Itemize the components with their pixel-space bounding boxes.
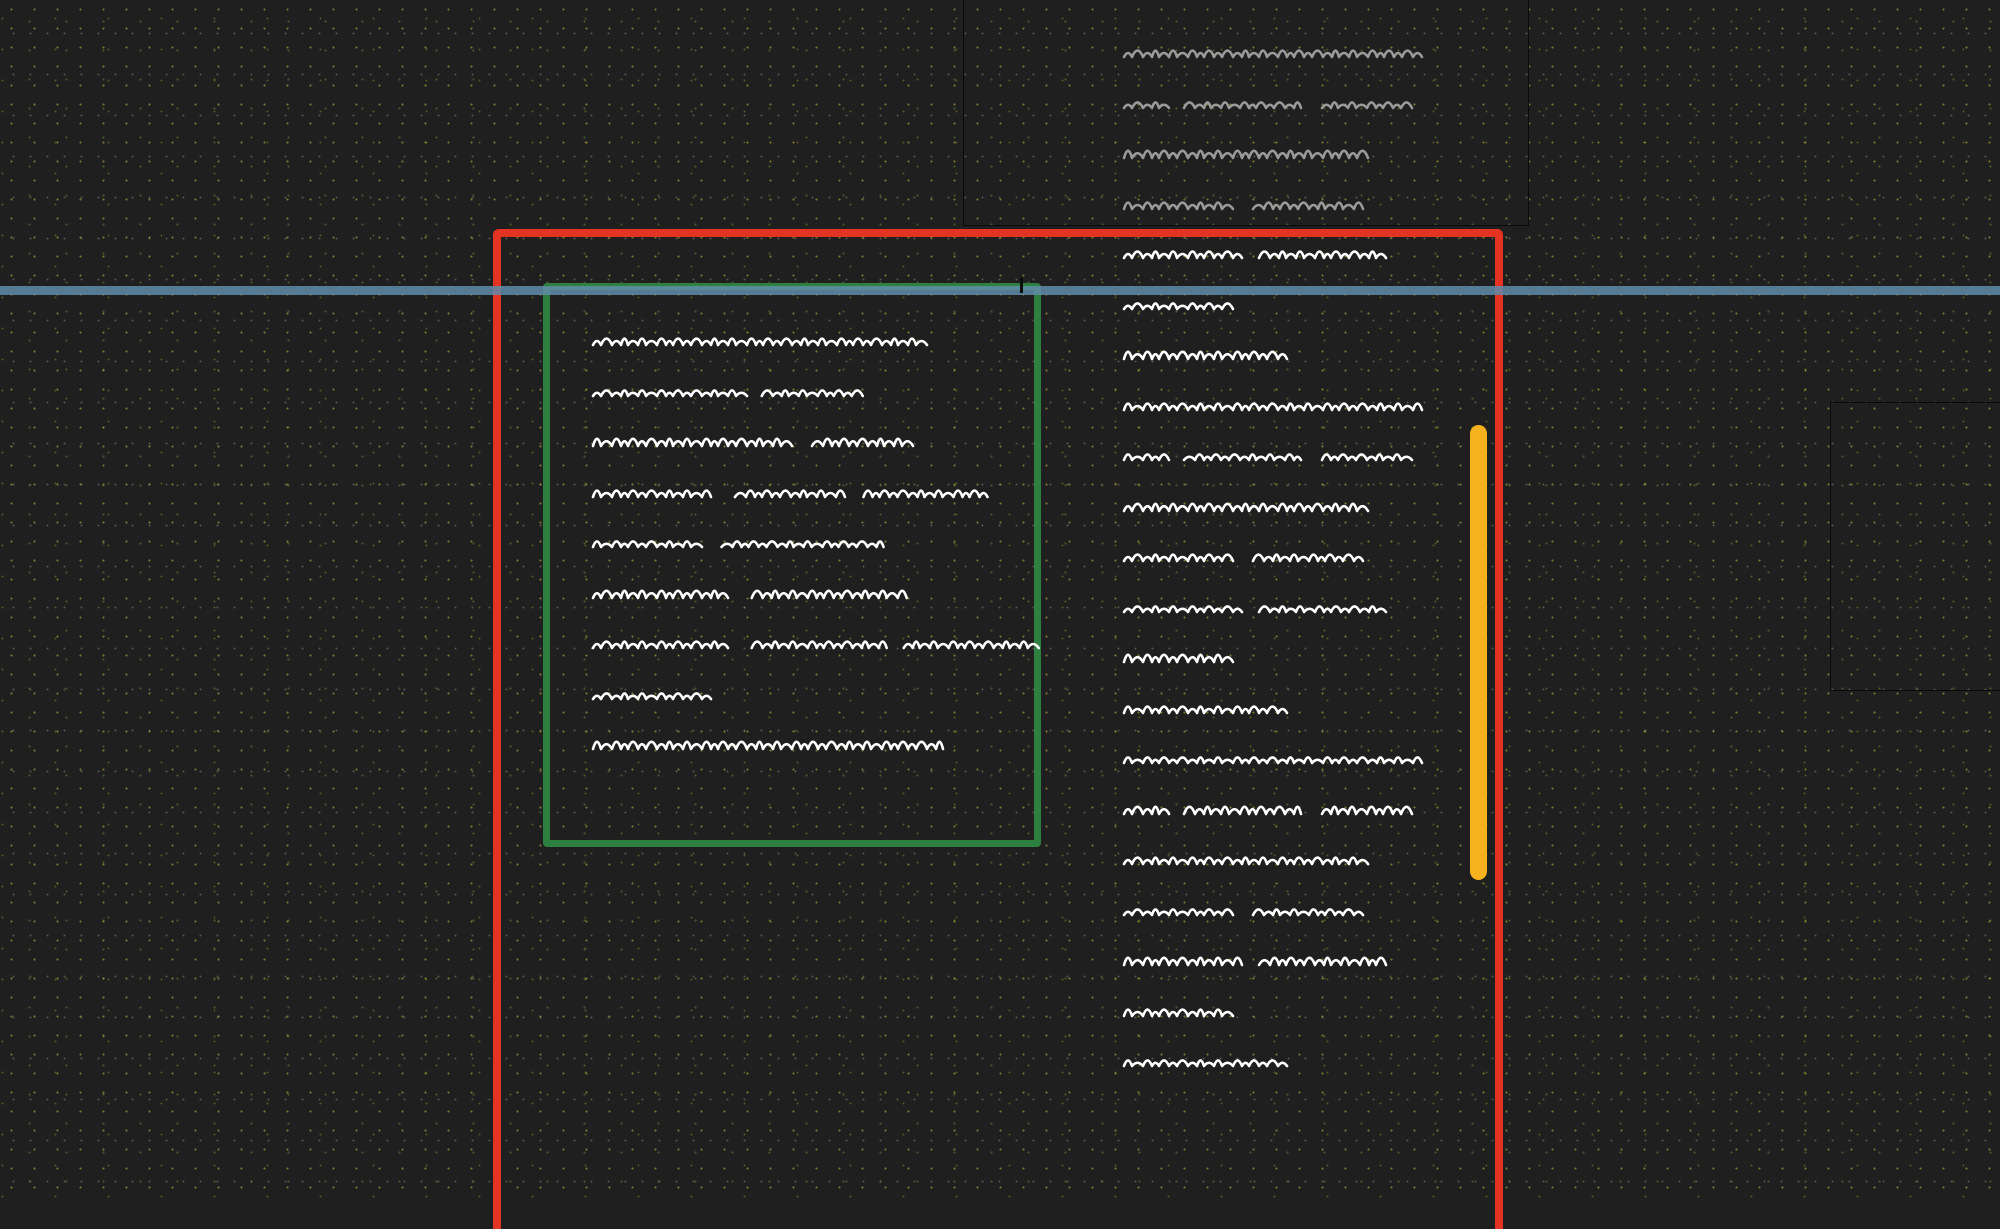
scribbled-text-line [1122, 94, 1420, 116]
scribbled-word [1253, 555, 1363, 561]
scribbled-text-line [1122, 749, 1432, 771]
scribbled-text-line [1122, 195, 1375, 217]
scribbled-word [1259, 958, 1386, 965]
scribbled-word [593, 590, 728, 597]
scribbled-text-line [1122, 497, 1372, 519]
right-overlay-panel [1830, 402, 2000, 691]
scribbled-text-line [1122, 396, 1432, 418]
scribbled-text-line [591, 685, 722, 707]
scribbled-word [1124, 1060, 1287, 1066]
scribbled-word [1124, 51, 1422, 57]
scribbled-text-line [1122, 43, 1432, 65]
scribbled-word [752, 590, 907, 597]
scribbled-word [1124, 102, 1169, 108]
scribbled-text-line [1122, 800, 1420, 822]
scribbled-word [1322, 454, 1412, 460]
scribbled-text-line [1122, 295, 1246, 317]
scribbled-word [1322, 806, 1412, 813]
text-caret-icon [1020, 278, 1023, 293]
scribbled-text-line [1122, 345, 1301, 367]
scribbled-word [1124, 958, 1242, 965]
scribbled-word [1124, 806, 1169, 813]
scribbled-word [762, 390, 863, 396]
scribbled-word [1124, 858, 1368, 864]
scribbled-word [593, 642, 728, 648]
scribbled-text-line [1122, 951, 1396, 973]
scribbled-text-line [1122, 547, 1375, 569]
scribbled-word [593, 490, 711, 496]
scribbled-word [1259, 606, 1386, 612]
scribbled-word [735, 490, 845, 496]
inner-text-block [591, 331, 1011, 761]
side-text-column-dim [1122, 43, 1442, 223]
scribbled-word [1124, 757, 1422, 763]
scribbled-word [1124, 706, 1287, 712]
vertical-scroll-thumb-icon[interactable] [1470, 425, 1487, 880]
scribbled-word [593, 742, 943, 749]
scribbled-word [593, 541, 702, 547]
scribbled-word [812, 439, 913, 446]
scribbled-word [1124, 252, 1242, 258]
scribbled-word [1124, 1009, 1233, 1015]
scribbled-word [1124, 606, 1242, 612]
scribbled-text-line [1122, 1002, 1246, 1024]
scribbled-word [593, 339, 927, 345]
scribbled-text-line [591, 382, 871, 404]
scribbled-text-line [1122, 244, 1396, 266]
scribbled-word [593, 439, 792, 446]
scribbled-word [1124, 655, 1233, 662]
scribbled-text-line [1122, 144, 1372, 166]
scribbled-word [864, 490, 988, 496]
scribbled-text-line [591, 735, 953, 757]
scribbled-word [1184, 806, 1301, 813]
scribbled-word [1124, 352, 1287, 359]
scribbled-text-line [591, 634, 1046, 656]
scribbled-word [1124, 403, 1422, 409]
scribbled-word [752, 642, 887, 648]
side-text-column [1122, 244, 1442, 1084]
scribbled-text-line [591, 331, 936, 353]
scribbled-word [1253, 909, 1363, 915]
scribbled-text-line [591, 533, 898, 555]
scribbled-word [1259, 252, 1386, 258]
scribbled-text-line [591, 584, 914, 606]
scribbled-text-line [591, 432, 921, 454]
scribbled-word [593, 693, 711, 699]
scribbled-word [1184, 102, 1301, 108]
scribbled-text-line [1122, 648, 1246, 670]
scribbled-word [593, 390, 747, 396]
scribbled-text-line [1122, 446, 1420, 468]
scribbled-text-line [1122, 850, 1372, 872]
scribbled-word [1124, 909, 1233, 915]
scribbled-word [722, 541, 884, 547]
scribbled-word [1124, 503, 1368, 510]
scribbled-text-line [1122, 598, 1396, 620]
scribbled-word [904, 642, 1039, 648]
scribbled-text-line [591, 483, 996, 505]
scribbled-word [1124, 202, 1233, 208]
scribbled-word [1322, 102, 1412, 108]
scribbled-word [1253, 202, 1363, 208]
scribbled-text-line [1122, 901, 1375, 923]
scribbled-word [1124, 555, 1233, 561]
horizontal-divider [0, 286, 2000, 295]
scribbled-text-line [1122, 699, 1301, 721]
scribbled-word [1124, 454, 1169, 460]
scribbled-word [1184, 454, 1301, 460]
scribbled-word [1124, 151, 1368, 158]
scribbled-word [1124, 303, 1233, 309]
scribbled-text-line [1122, 1052, 1301, 1074]
